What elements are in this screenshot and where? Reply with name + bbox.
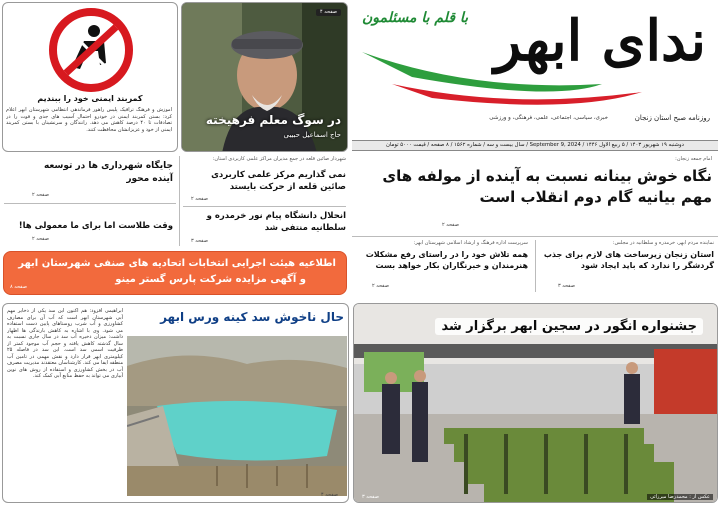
sub-left-page-ref: صفحه ۲: [372, 283, 389, 289]
masthead-subtitle: روزنامه صبح استان زنجان: [634, 114, 710, 122]
sub-right-kicker: نماینده مردم ابهر، خرمدره و سلطانیه در مجلس:: [612, 240, 714, 246]
mid-news-1[interactable]: [181, 155, 348, 205]
sub-right-page-ref: صفحه ۳: [558, 283, 575, 289]
sub-left-headline: همه تلاش خود را در راستای رفع مشکلات هنرمندان و خبرنگاران بکار خواهد بست: [365, 250, 528, 270]
lead-page-ref: صفحه ۲: [442, 222, 459, 228]
mid-news-2-page-ref: صفحه ۳: [191, 238, 208, 244]
festival-page-ref: صفحه ۳: [362, 494, 379, 500]
portrait-photo: [182, 3, 348, 152]
lead-headline: نگاه خوش بینانه نسبت به آینده از مولفه های مهم بیانیه گام دوم انقلاب است: [382, 167, 712, 206]
announcement-line2: و آگهی مزایده شرکت پارس گستر مینو: [115, 274, 306, 285]
dateline-bar: دوشنبه ۱۹ شهریور ۱۴۰۳ / ۵ ربیع الاول ۱۴۴۶ / September 9, 2024 / سال بیست و سه / شماره ۱۵۶۲ / ۸ صفحه / قیمت ۵۰۰۰ تومان: [352, 140, 718, 151]
left-news-2-headline: وقت طلاست اما برای ما معمولی ها!: [18, 221, 173, 231]
left-news-2[interactable]: [2, 206, 177, 246]
left-news-1-page-ref: صفحه ۲: [32, 192, 49, 198]
sub-news-left[interactable]: [352, 239, 532, 293]
mid-news-1-page-ref: صفحه ۲: [191, 196, 208, 202]
mid-news-1-headline: نمی گذاریم مرکز علمی کاربردی صائین قلعه از حرکت بایستد: [211, 170, 346, 192]
mid-news-2-headline: انحلال دانشگاه پیام نور خرمدره و سلطانیه منتفی شد: [206, 211, 346, 233]
masthead-slogan: با قلم با مسئلمون: [362, 10, 469, 26]
dam-body-column: ابراهیمی افزود: هم اکنون این سد یکی از ذخایر مهم آبی شهرستان ابهر است که آب آن برای مصارف کشاورزی و آب شرب روستاهای پایین دست استفاده می شود. وی با اشاره به کاهش بارندگی ها اظهار داشت: میزان ذخیره آب سد در سال جاری نسبت به سال گذشته کاهش یافته و حجم آب موجود کمتر از ظرفیت اسمی سد است. این سد در فاصله ۲۵ کیلومتری ابهر قرار دارد و نقش مهمی در تامین آب منطقه ایفا می کند. کارشناسان معتقدند مدیریت مصرف آب در بخش کشاورزی و استفاده از روش های نوین آبیاری می تواند به حفظ منابع آبی کمک کند.: [7, 308, 123, 379]
announcement-line1: اطلاعیه هیئت اجرایی انتخابات اتحادیه های صنفی شهرستان ابهر: [18, 258, 336, 269]
seatbelt-caption: کمربند ایمنی خود را ببندیم: [37, 94, 143, 103]
masthead-tagline: خبری، سیاسی، اجتماعی، علمی، فرهنگی، و ورزشی: [489, 115, 608, 121]
announcement-page-ref: صفحه ۸: [10, 284, 27, 290]
dam-story[interactable]: [2, 303, 349, 503]
left-news-2-page-ref: صفحه ۲: [32, 236, 49, 242]
festival-photo-caption: عکس از : محمدرضا میرزائی: [647, 494, 713, 500]
mid-news-2[interactable]: [181, 208, 348, 248]
masthead-title: ندای ابهر: [494, 8, 706, 74]
sub-news-right[interactable]: [538, 239, 718, 293]
obituary-block[interactable]: [181, 2, 348, 152]
obituary-badge: صفحه ۴: [316, 9, 341, 16]
left-news-1-headline: جایگاه شهرداری ها در توسعه آینده محور: [43, 161, 173, 184]
no-seatbelt-sign-icon: [48, 7, 134, 93]
mid-news-1-kicker: شهردار صائین قلعه در جمع مدیران مراکز علمی کاربردی استان:: [212, 156, 346, 162]
announcement-banner[interactable]: [3, 251, 347, 295]
dam-page-ref: صفحه ۴: [321, 492, 338, 498]
seatbelt-notice: [2, 2, 178, 152]
lead-kicker: امام جمعه زنجان:: [675, 156, 712, 162]
obituary-name: حاج اسماعیل حبیبی: [283, 131, 341, 139]
sub-left-kicker: سرپرست اداره فرهنگ و ارشاد اسلامی شهرستان ابهر:: [413, 240, 528, 246]
seatbelt-body: آموزش و فرهنگ ترافیک پلیس راهور فرماندهی انتظامی شهرستان ابهر اعلام کرد: بستن کمربند ایمنی در خودرو احتمال آسیب های جدی و فوت را در تصادفات تا ۴۰ درصد کاهش می دهد. رانندگان و سرنشینان با بستن کمربند ایمنی از خود و عزیزانشان محافظت کنند.: [6, 107, 172, 133]
festival-story[interactable]: [353, 303, 718, 503]
masthead: [352, 2, 718, 138]
left-news-1[interactable]: [2, 158, 177, 202]
dam-headline: حال ناخوش سد کینه ورس ابهر: [160, 310, 344, 324]
festival-headline: جشنواره انگور در سجین ابهر برگزار شد: [435, 318, 703, 335]
dam-photo: [127, 336, 347, 496]
lead-story[interactable]: [352, 154, 718, 236]
obituary-headline: در سوگ معلم فرهیخته: [205, 113, 341, 127]
sub-right-headline: استان زنجان زیرساخت های لازم برای جذب گردشگر را ندارد که باید ایجاد شود: [543, 250, 714, 270]
